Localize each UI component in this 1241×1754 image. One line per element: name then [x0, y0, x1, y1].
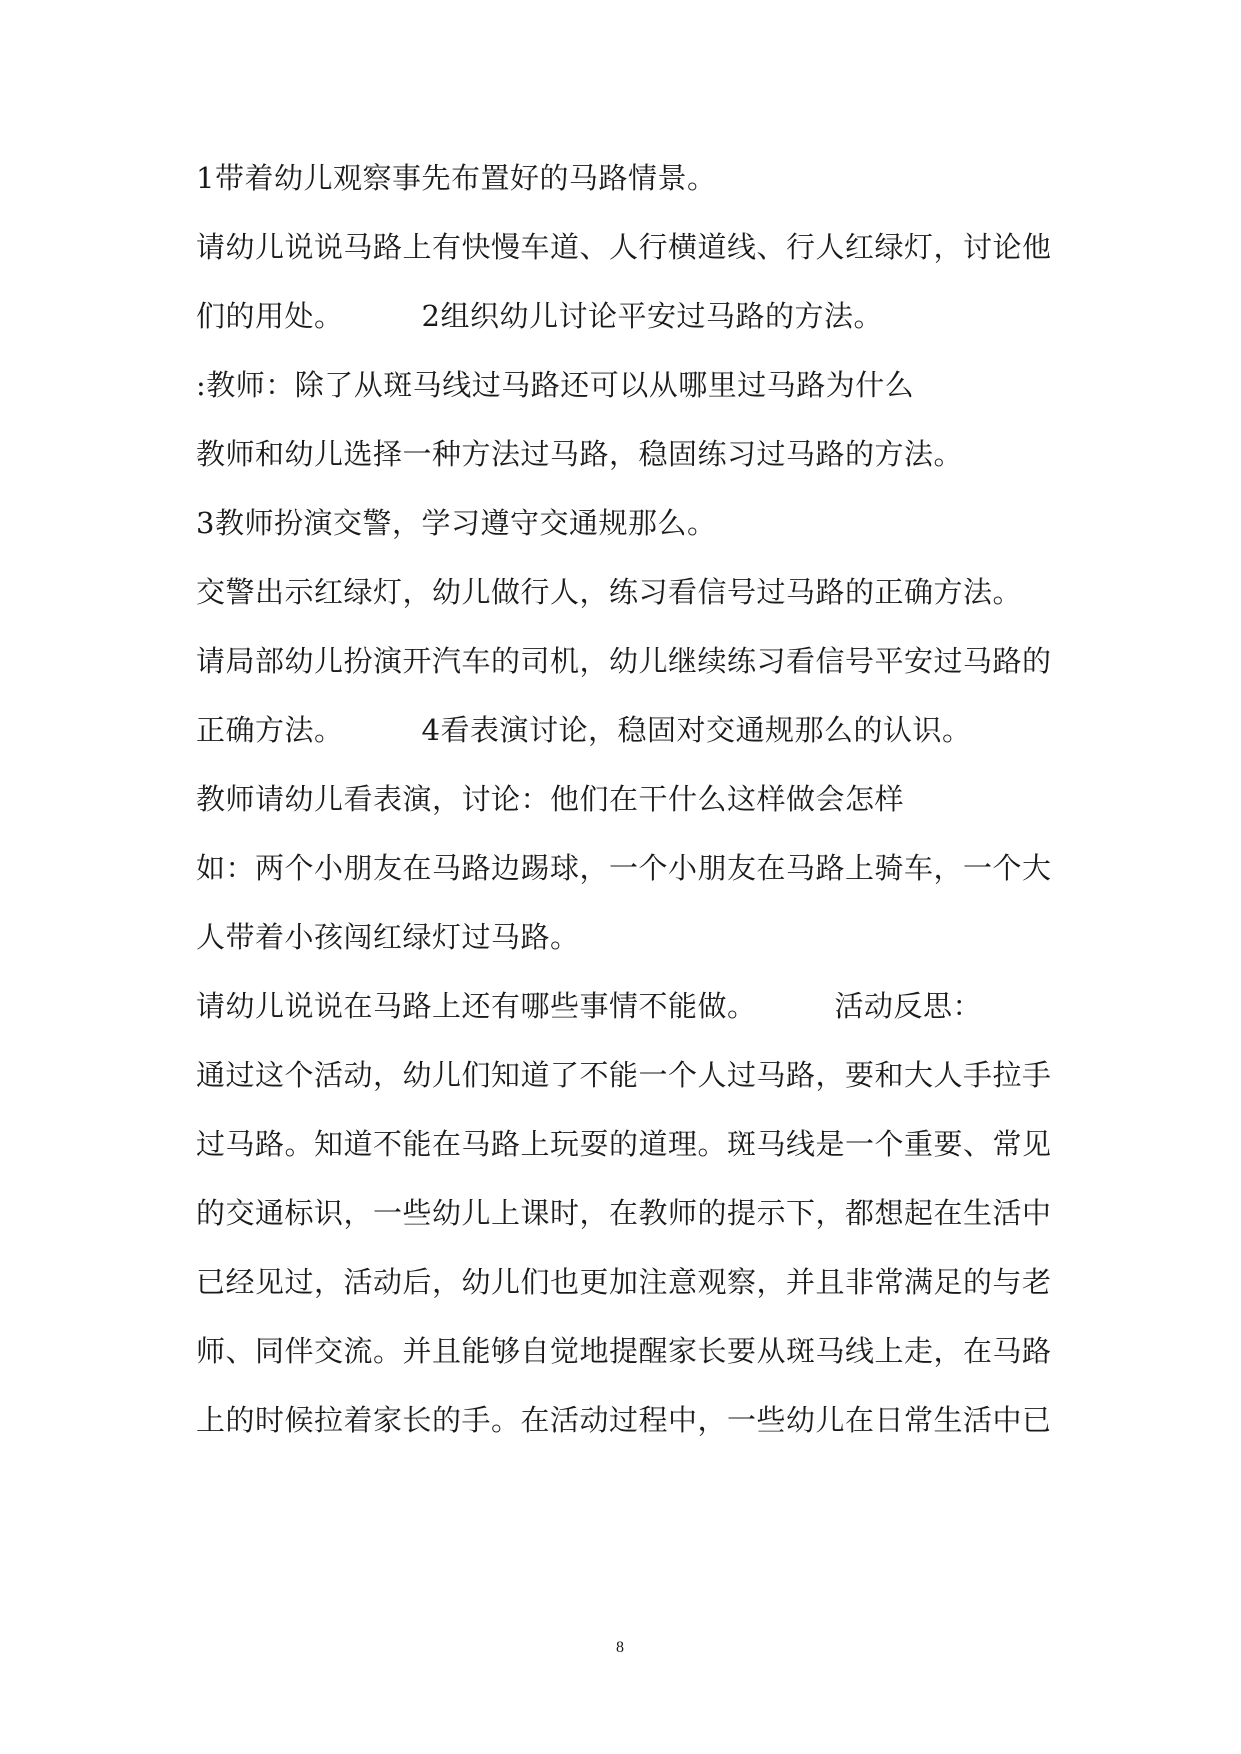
text-line-11: 如：两个小朋友在马路边踢球，一个小朋友在马路上骑车，一个大	[196, 851, 1052, 885]
text-line-17: 已经见过，活动后，幼儿们也更加注意观察，并且非常满足的与老	[196, 1265, 1052, 1299]
text-line-9: 正确方法。 4看表演讨论，稳固对交通规那么的认识。	[196, 713, 972, 747]
text-line-7: 交警出示红绿灯，幼儿做行人，练习看信号过马路的正确方法。	[196, 575, 1023, 609]
text-line-13: 请幼儿说说在马路上还有哪些事情不能做。 活动反思：	[196, 989, 983, 1023]
text-line-8: 请局部幼儿扮演开汽车的司机，幼儿继续练习看信号平安过马路的	[196, 644, 1052, 678]
text-line-10: 教师请幼儿看表演，讨论：他们在干什么这样做会怎样	[196, 782, 905, 816]
text-line-14: 通过这个活动，幼儿们知道了不能一个人过马路，要和大人手拉手	[196, 1058, 1052, 1092]
text-line-6: 3教师扮演交警，学习遵守交通规那么。	[196, 506, 717, 540]
text-line-2: 请幼儿说说马路上有快慢车道、人行横道线、行人红绿灯，讨论他	[196, 230, 1052, 264]
page-number: 8	[616, 1639, 624, 1656]
text-line-19: 上的时候拉着家长的手。在活动过程中，一些幼儿在日常生活中已	[196, 1403, 1052, 1437]
text-line-1: 1带着幼儿观察事先布置好的马路情景。	[196, 161, 717, 195]
text-line-18: 师、同伴交流。并且能够自觉地提醒家长要从斑马线上走，在马路	[196, 1334, 1052, 1368]
text-line-4: :教师：除了从斑马线过马路还可以从哪里过马路为什么	[196, 368, 915, 402]
text-line-3: 们的用处。 2组织幼儿讨论平安过马路的方法。	[196, 299, 883, 333]
text-line-12: 人带着小孩闯红绿灯过马路。	[196, 920, 580, 954]
text-line-15: 过马路。知道不能在马路上玩耍的道理。斑马线是一个重要、常见	[196, 1127, 1052, 1161]
text-line-16: 的交通标识，一些幼儿上课时，在教师的提示下，都想起在生活中	[196, 1196, 1052, 1230]
text-line-5: 教师和幼儿选择一种方法过马路，稳固练习过马路的方法。	[196, 437, 964, 471]
